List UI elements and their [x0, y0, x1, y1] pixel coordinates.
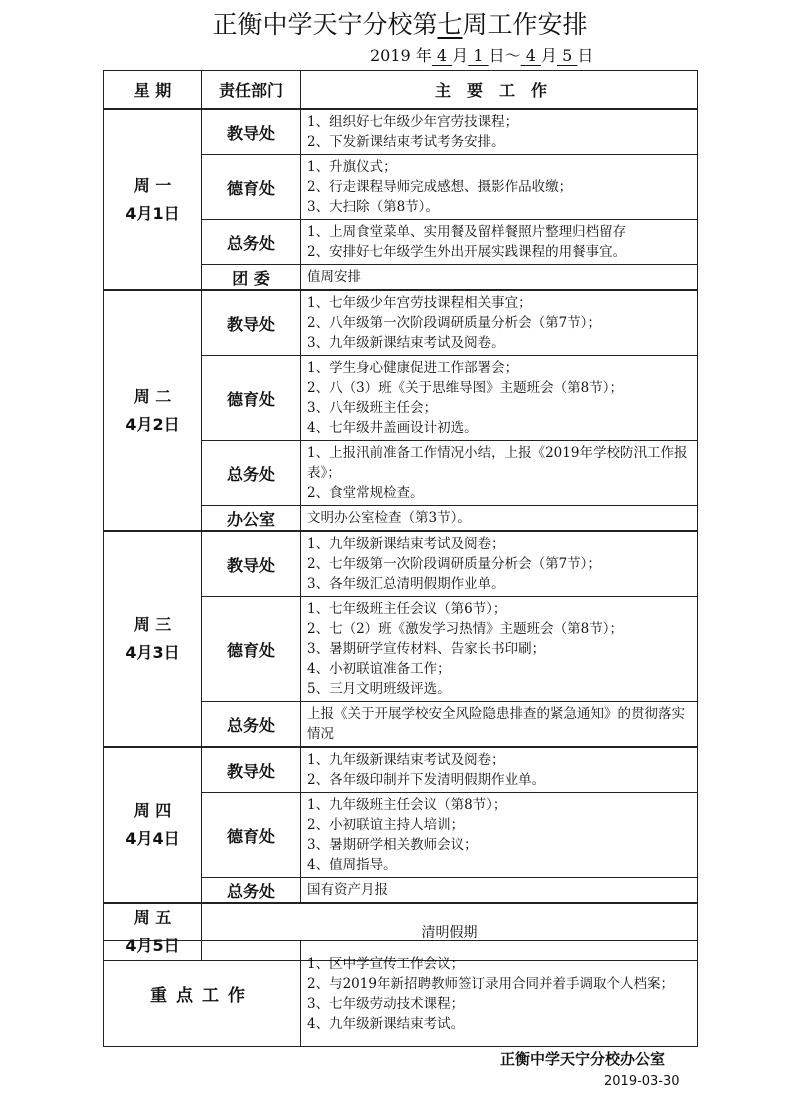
- title-suffix: 周工作安排: [462, 10, 588, 39]
- work-item: 3、九年级新课结束考试及阅卷。: [307, 335, 505, 351]
- table-row: [104, 531, 698, 597]
- work-item: 2、七年级第一次阶段调研质量分析会（第7节）；: [307, 556, 601, 572]
- table-row: [104, 290, 698, 356]
- work-cell: [301, 290, 698, 356]
- work-item: 1、升旗仪式；: [307, 159, 397, 175]
- date-end-day: 5: [562, 46, 573, 65]
- work-item: 2、食堂常规检查。: [307, 485, 424, 501]
- footer-date: 2019-03-30: [604, 1074, 680, 1089]
- table-header-row: [104, 71, 698, 110]
- dept-cell: 德育处: [202, 597, 301, 702]
- work-cell: [301, 109, 698, 155]
- work-cell: [301, 597, 698, 702]
- work-item: 1、组织好七年级少年宫劳技课程；: [307, 114, 519, 130]
- header-weekday: 星 期: [104, 71, 202, 110]
- weekday-label: 周 二: [133, 386, 172, 406]
- work-cell: [301, 155, 698, 220]
- work-item: 1、上报汛前准备工作情况小结，上报《2019年学校防汛工作报表》；: [307, 445, 688, 481]
- dept-cell: 德育处: [202, 155, 301, 220]
- work-item: 文明办公室检查（第3节）。: [307, 510, 471, 526]
- work-item: 4、值周指导。: [307, 857, 397, 873]
- date-start-day: 1: [473, 46, 484, 65]
- week-number: 七: [437, 10, 463, 39]
- weekday-label: 周 四: [133, 801, 172, 820]
- work-item: 2、行走课程导师完成感想、摄影作品收缴；: [307, 179, 573, 195]
- date-range: [370, 46, 593, 66]
- work-item: 2、下发新课结束考试考务安排。: [307, 134, 505, 150]
- weekday-label: 周 三: [133, 615, 172, 634]
- work-cell: [301, 441, 698, 506]
- date-start-month: 4: [436, 46, 448, 65]
- work-item: 3、七年级劳动技术课程；: [307, 995, 465, 1012]
- work-cell: [301, 531, 698, 597]
- dept-cell: 教导处: [202, 747, 301, 793]
- work-item: 国有资产月报: [307, 882, 388, 898]
- work-item: 4、九年级新课结束考试。: [307, 1015, 465, 1032]
- day-cell-monday: [104, 109, 202, 290]
- work-item: 1、区中学宣传工作会议；: [307, 955, 465, 972]
- footer-organization: 正衡中学天宁分校办公室: [500, 1050, 666, 1068]
- dept-cell: 总务处: [202, 878, 301, 904]
- schedule-table: [103, 70, 698, 961]
- work-item: 5、三月文明班级评选。: [307, 681, 451, 697]
- weekday-date: 4月1日: [125, 203, 180, 223]
- focus-label: 重点工作: [104, 941, 301, 1047]
- holiday-cell: 清明假期: [202, 903, 698, 961]
- work-item: 2、小初联谊主持人培训；: [307, 817, 465, 833]
- work-item: 1、九年级班主任会议（第8节）；: [307, 797, 507, 813]
- table-row: [104, 747, 698, 793]
- weekday-label: 周 五: [133, 908, 172, 927]
- day-cell-tuesday: [104, 290, 202, 531]
- work-cell: [301, 702, 698, 748]
- dept-cell: 教导处: [202, 290, 301, 356]
- work-item: 2、与2019年新招聘教师签订录用合同并着手调取个人档案；: [307, 975, 674, 992]
- work-item: 2、七（2）班《激发学习热情》主题班会（第8节）；: [307, 621, 624, 637]
- page-title: [0, 8, 800, 42]
- work-item: 2、八（3）班《关于思维导图》主题班会（第8节）；: [307, 380, 624, 396]
- work-item: 1、九年级新课结束考试及阅卷；: [307, 752, 505, 768]
- work-cell: [301, 356, 698, 441]
- work-cell: [301, 793, 698, 878]
- work-item: 3、各年级汇总清明假期作业单。: [307, 576, 505, 592]
- header-main-work: 主要工作: [301, 71, 698, 110]
- focus-work-cell: [301, 941, 698, 1047]
- weekday-date: 4月3日: [125, 643, 180, 662]
- header-department: 责任部门: [202, 71, 301, 110]
- dept-cell: 教导处: [202, 109, 301, 155]
- work-item: 4、小初联谊准备工作；: [307, 661, 451, 677]
- work-item: 3、八年级班主任会；: [307, 400, 438, 416]
- work-item: 上报《关于开展学校安全风险隐患排查的紧急通知》的贯彻落实情况: [307, 706, 685, 742]
- work-item: 3、暑期研学相关教师会议；: [307, 837, 478, 853]
- work-cell: [301, 878, 698, 904]
- work-item: 3、大扫除（第8节）。: [307, 199, 439, 215]
- work-item: 1、七年级班主任会议（第6节）；: [307, 601, 507, 617]
- weekday-label: 周 一: [133, 175, 172, 195]
- work-item: 2、八年级第一次阶段调研质量分析会（第7节）；: [307, 315, 601, 331]
- day-cell-thursday: [104, 747, 202, 903]
- date-day-unit: 日～: [488, 46, 521, 65]
- table-row: [104, 941, 698, 1047]
- date-end-month: 4: [525, 46, 536, 65]
- dept-cell: 总务处: [202, 220, 301, 265]
- dept-cell: 总务处: [202, 702, 301, 748]
- weekday-date: 4月5日: [125, 936, 180, 955]
- weekday-date: 4月4日: [125, 829, 180, 848]
- dept-cell: 办公室: [202, 506, 301, 532]
- work-cell: [301, 506, 698, 532]
- work-cell: [301, 265, 698, 291]
- dept-cell: 总务处: [202, 441, 301, 506]
- weekday-date: 4月2日: [125, 414, 180, 434]
- work-item: 1、学生身心健康促进工作部署会；: [307, 360, 519, 376]
- work-item: 2、安排好七年级学生外出开展实践课程的用餐事宜。: [307, 244, 627, 260]
- focus-work-table: [103, 940, 698, 1047]
- title-prefix: 正衡中学天宁分校第: [212, 10, 438, 39]
- work-item: 3、暑期研学宣传材料、告家长书印刷；: [307, 641, 546, 657]
- work-item: 1、上周食堂菜单、实用餐及留样餐照片整理归档留存: [307, 224, 627, 240]
- work-item: 1、七年级少年宫劳技课程相关事宜；: [307, 295, 532, 311]
- dept-cell: 德育处: [202, 356, 301, 441]
- work-item: 4、七年级井盖画设计初选。: [307, 420, 478, 436]
- dept-cell: 教导处: [202, 531, 301, 597]
- date-year-unit: 年: [415, 46, 432, 65]
- date-month-unit: 月: [452, 46, 469, 65]
- dept-cell: 德育处: [202, 793, 301, 878]
- work-item: 2、各年级印制并下发清明假期作业单。: [307, 772, 546, 788]
- work-cell: [301, 220, 698, 265]
- day-cell-wednesday: [104, 531, 202, 747]
- work-cell: [301, 747, 698, 793]
- work-item: 值周安排: [307, 269, 361, 285]
- work-item: 1、九年级新课结束考试及阅卷；: [307, 536, 505, 552]
- date-year: 2019: [370, 46, 411, 65]
- dept-cell: 团 委: [202, 265, 301, 291]
- table-row: [104, 109, 698, 155]
- date-end-month-unit: 月: [540, 46, 557, 65]
- date-end-day-unit: 日: [577, 46, 594, 65]
